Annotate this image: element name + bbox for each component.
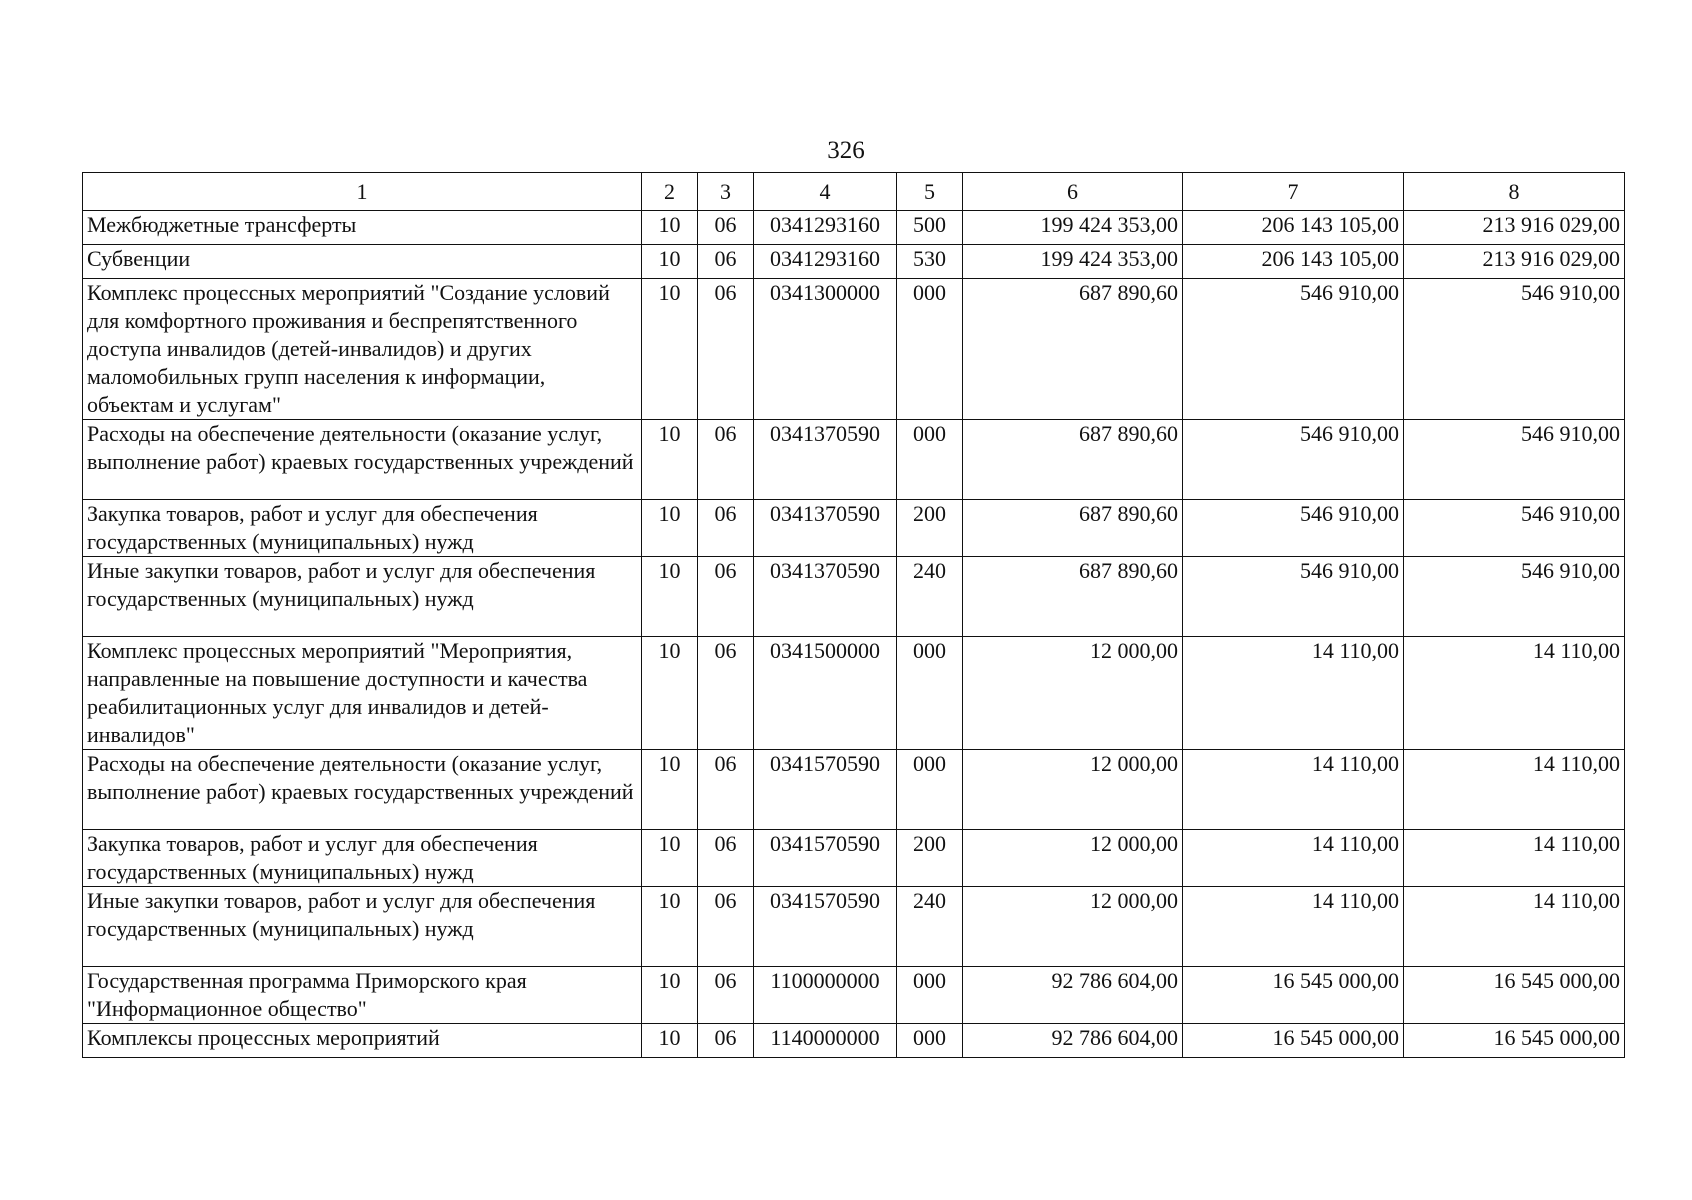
- header-cell: 6: [963, 173, 1183, 211]
- amount-col-7: 16 545 000,00: [1183, 967, 1404, 1024]
- item-name: Закупка товаров, работ и услуг для обеспечения государственных (муниципальных) нужд: [83, 500, 642, 557]
- expense-type-code: 200: [897, 500, 963, 557]
- table-row: [83, 967, 1625, 1024]
- amount-col-7: 546 910,00: [1183, 500, 1404, 557]
- amount-col-6: 199 424 353,00: [963, 211, 1183, 245]
- table-body: [83, 211, 1625, 1058]
- section-code: 10: [642, 1024, 698, 1058]
- table-row: [83, 887, 1625, 967]
- amount-col-7: 14 110,00: [1183, 887, 1404, 967]
- amount-col-7: 546 910,00: [1183, 557, 1404, 637]
- table-header-row: [83, 173, 1625, 211]
- section-code: 10: [642, 279, 698, 420]
- section-code: 10: [642, 500, 698, 557]
- amount-col-7: 14 110,00: [1183, 750, 1404, 830]
- target-article-code: 0341570590: [754, 887, 897, 967]
- amount-col-6: 687 890,60: [963, 500, 1183, 557]
- subsection-code: 06: [698, 750, 754, 830]
- section-code: 10: [642, 887, 698, 967]
- amount-col-7: 206 143 105,00: [1183, 245, 1404, 279]
- amount-col-6: 12 000,00: [963, 750, 1183, 830]
- table-row: [83, 750, 1625, 830]
- item-name: Расходы на обеспечение деятельности (оказание услуг, выполнение работ) краевых государственных учреждений: [83, 420, 642, 500]
- amount-col-6: 687 890,60: [963, 279, 1183, 420]
- header-cell: 5: [897, 173, 963, 211]
- subsection-code: 06: [698, 557, 754, 637]
- page-number: 326: [827, 137, 865, 164]
- subsection-code: 06: [698, 637, 754, 750]
- amount-col-7: 14 110,00: [1183, 637, 1404, 750]
- header-cell: 3: [698, 173, 754, 211]
- table-row: [83, 1024, 1625, 1058]
- amount-col-6: 687 890,60: [963, 557, 1183, 637]
- amount-col-8: 16 545 000,00: [1404, 1024, 1625, 1058]
- subsection-code: 06: [698, 500, 754, 557]
- amount-col-8: 213 916 029,00: [1404, 211, 1625, 245]
- table-row: [83, 279, 1625, 420]
- section-code: 10: [642, 967, 698, 1024]
- amount-col-8: 14 110,00: [1404, 637, 1625, 750]
- subsection-code: 06: [698, 830, 754, 887]
- amount-col-6: 687 890,60: [963, 420, 1183, 500]
- target-article-code: 0341370590: [754, 420, 897, 500]
- subsection-code: 06: [698, 245, 754, 279]
- amount-col-7: 546 910,00: [1183, 279, 1404, 420]
- amount-col-6: 12 000,00: [963, 830, 1183, 887]
- expense-type-code: 240: [897, 887, 963, 967]
- item-name: Комплекс процессных мероприятий "Мероприятия, направленные на повышение доступности и качества реабилитационных услуг для инвалидов и детей-инвалидов": [83, 637, 642, 750]
- expense-type-code: 000: [897, 750, 963, 830]
- header-cell: 1: [83, 173, 642, 211]
- subsection-code: 06: [698, 967, 754, 1024]
- budget-table: [82, 172, 1625, 1058]
- subsection-code: 06: [698, 279, 754, 420]
- amount-col-7: 206 143 105,00: [1183, 211, 1404, 245]
- table-row: [83, 245, 1625, 279]
- expense-type-code: 000: [897, 967, 963, 1024]
- table-row: [83, 830, 1625, 887]
- amount-col-8: 546 910,00: [1404, 500, 1625, 557]
- table-row: [83, 637, 1625, 750]
- section-code: 10: [642, 557, 698, 637]
- target-article-code: 0341570590: [754, 750, 897, 830]
- item-name: Государственная программа Приморского края "Информационное общество": [83, 967, 642, 1024]
- item-name: Комплексы процессных мероприятий: [83, 1024, 642, 1058]
- section-code: 10: [642, 750, 698, 830]
- item-name: Субвенции: [83, 245, 642, 279]
- table-row: [83, 557, 1625, 637]
- target-article-code: 0341293160: [754, 211, 897, 245]
- table-row: [83, 420, 1625, 500]
- expense-type-code: 000: [897, 637, 963, 750]
- target-article-code: 0341570590: [754, 830, 897, 887]
- target-article-code: 0341300000: [754, 279, 897, 420]
- expense-type-code: 200: [897, 830, 963, 887]
- amount-col-8: 14 110,00: [1404, 887, 1625, 967]
- amount-col-6: 92 786 604,00: [963, 1024, 1183, 1058]
- target-article-code: 1100000000: [754, 967, 897, 1024]
- amount-col-6: 92 786 604,00: [963, 967, 1183, 1024]
- subsection-code: 06: [698, 887, 754, 967]
- expense-type-code: 240: [897, 557, 963, 637]
- amount-col-8: 546 910,00: [1404, 557, 1625, 637]
- amount-col-8: 14 110,00: [1404, 750, 1625, 830]
- table-row: [83, 500, 1625, 557]
- target-article-code: 0341370590: [754, 557, 897, 637]
- amount-col-6: 12 000,00: [963, 887, 1183, 967]
- amount-col-7: 546 910,00: [1183, 420, 1404, 500]
- target-article-code: 0341370590: [754, 500, 897, 557]
- expense-type-code: 000: [897, 420, 963, 500]
- item-name: Межбюджетные трансферты: [83, 211, 642, 245]
- amount-col-8: 16 545 000,00: [1404, 967, 1625, 1024]
- subsection-code: 06: [698, 211, 754, 245]
- table-row: [83, 211, 1625, 245]
- amount-col-6: 12 000,00: [963, 637, 1183, 750]
- amount-col-8: 213 916 029,00: [1404, 245, 1625, 279]
- amount-col-8: 546 910,00: [1404, 420, 1625, 500]
- section-code: 10: [642, 245, 698, 279]
- item-name: Иные закупки товаров, работ и услуг для обеспечения государственных (муниципальных) нужд: [83, 887, 642, 967]
- expense-type-code: 000: [897, 1024, 963, 1058]
- subsection-code: 06: [698, 1024, 754, 1058]
- amount-col-7: 16 545 000,00: [1183, 1024, 1404, 1058]
- section-code: 10: [642, 830, 698, 887]
- expense-type-code: 000: [897, 279, 963, 420]
- expense-type-code: 500: [897, 211, 963, 245]
- header-cell: 8: [1404, 173, 1625, 211]
- subsection-code: 06: [698, 420, 754, 500]
- header-cell: 2: [642, 173, 698, 211]
- target-article-code: 0341500000: [754, 637, 897, 750]
- header-cell: 7: [1183, 173, 1404, 211]
- target-article-code: 0341293160: [754, 245, 897, 279]
- expense-type-code: 530: [897, 245, 963, 279]
- item-name: Комплекс процессных мероприятий "Создание условий для комфортного проживания и беспрепятственного доступа инвалидов (детей-инвалидов) и других маломобильных групп населения к информации, объектам и услугам": [83, 279, 642, 420]
- amount-col-6: 199 424 353,00: [963, 245, 1183, 279]
- amount-col-7: 14 110,00: [1183, 830, 1404, 887]
- amount-col-8: 546 910,00: [1404, 279, 1625, 420]
- section-code: 10: [642, 420, 698, 500]
- header-cell: 4: [754, 173, 897, 211]
- section-code: 10: [642, 637, 698, 750]
- item-name: Расходы на обеспечение деятельности (оказание услуг, выполнение работ) краевых государственных учреждений: [83, 750, 642, 830]
- item-name: Иные закупки товаров, работ и услуг для обеспечения государственных (муниципальных) нужд: [83, 557, 642, 637]
- amount-col-8: 14 110,00: [1404, 830, 1625, 887]
- target-article-code: 1140000000: [754, 1024, 897, 1058]
- section-code: 10: [642, 211, 698, 245]
- item-name: Закупка товаров, работ и услуг для обеспечения государственных (муниципальных) нужд: [83, 830, 642, 887]
